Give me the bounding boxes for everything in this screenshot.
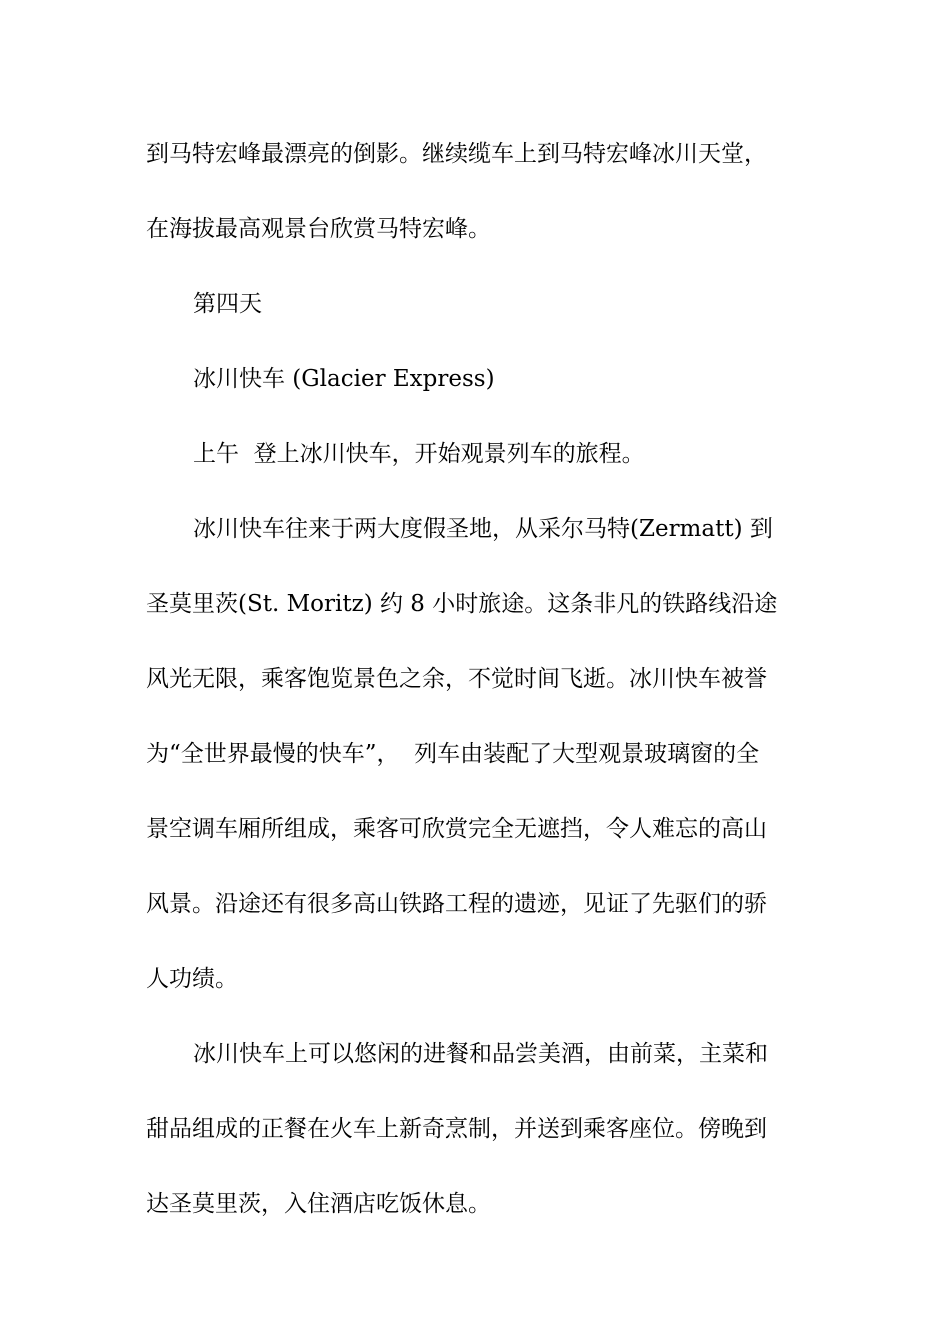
text-line: 人功绩。 (146, 966, 238, 992)
text-line: 到马特宏峰最漂亮的倒影。继续缆车上到马特宏峰冰川天堂， (146, 141, 767, 167)
text-line: 风光无限，乘客饱览景色之余，不觉时间飞逝。冰川快车被誉 (146, 666, 767, 692)
text-line: 在海拔最高观景台欣赏马特宏峰。 (146, 216, 491, 242)
text-line: 圣莫里茨(St. Moritz) 约 8 小时旅途。这条非凡的铁路线沿途 (146, 591, 778, 617)
text-line: 为“全世界最慢的快车”， 列车由装配了大型观景玻璃窗的全 (146, 741, 760, 767)
text-line: 冰川快车上可以悠闲的进餐和品尝美酒，由前菜，主菜和 (193, 1041, 768, 1067)
document-body (146, 126, 808, 1251)
section-title: 冰川快车 (Glacier Express) (193, 366, 495, 392)
text-line: 景空调车厢所组成，乘客可欣赏完全无遮挡，令人难忘的高山 (146, 816, 767, 842)
text-line: 甜品组成的正餐在火车上新奇烹制，并送到乘客座位。傍晚到 (146, 1116, 767, 1142)
text-line: 达圣莫里茨，入住酒店吃饭休息。 (146, 1191, 491, 1217)
text-line: 上午 登上冰川快车，开始观景列车的旅程。 (193, 441, 645, 467)
day-heading: 第四天 (193, 291, 262, 317)
text-line: 冰川快车往来于两大度假圣地，从采尔马特(Zermatt) 到 (193, 516, 773, 542)
text-line: 风景。沿途还有很多高山铁路工程的遗迹，见证了先驱们的骄 (146, 891, 767, 917)
